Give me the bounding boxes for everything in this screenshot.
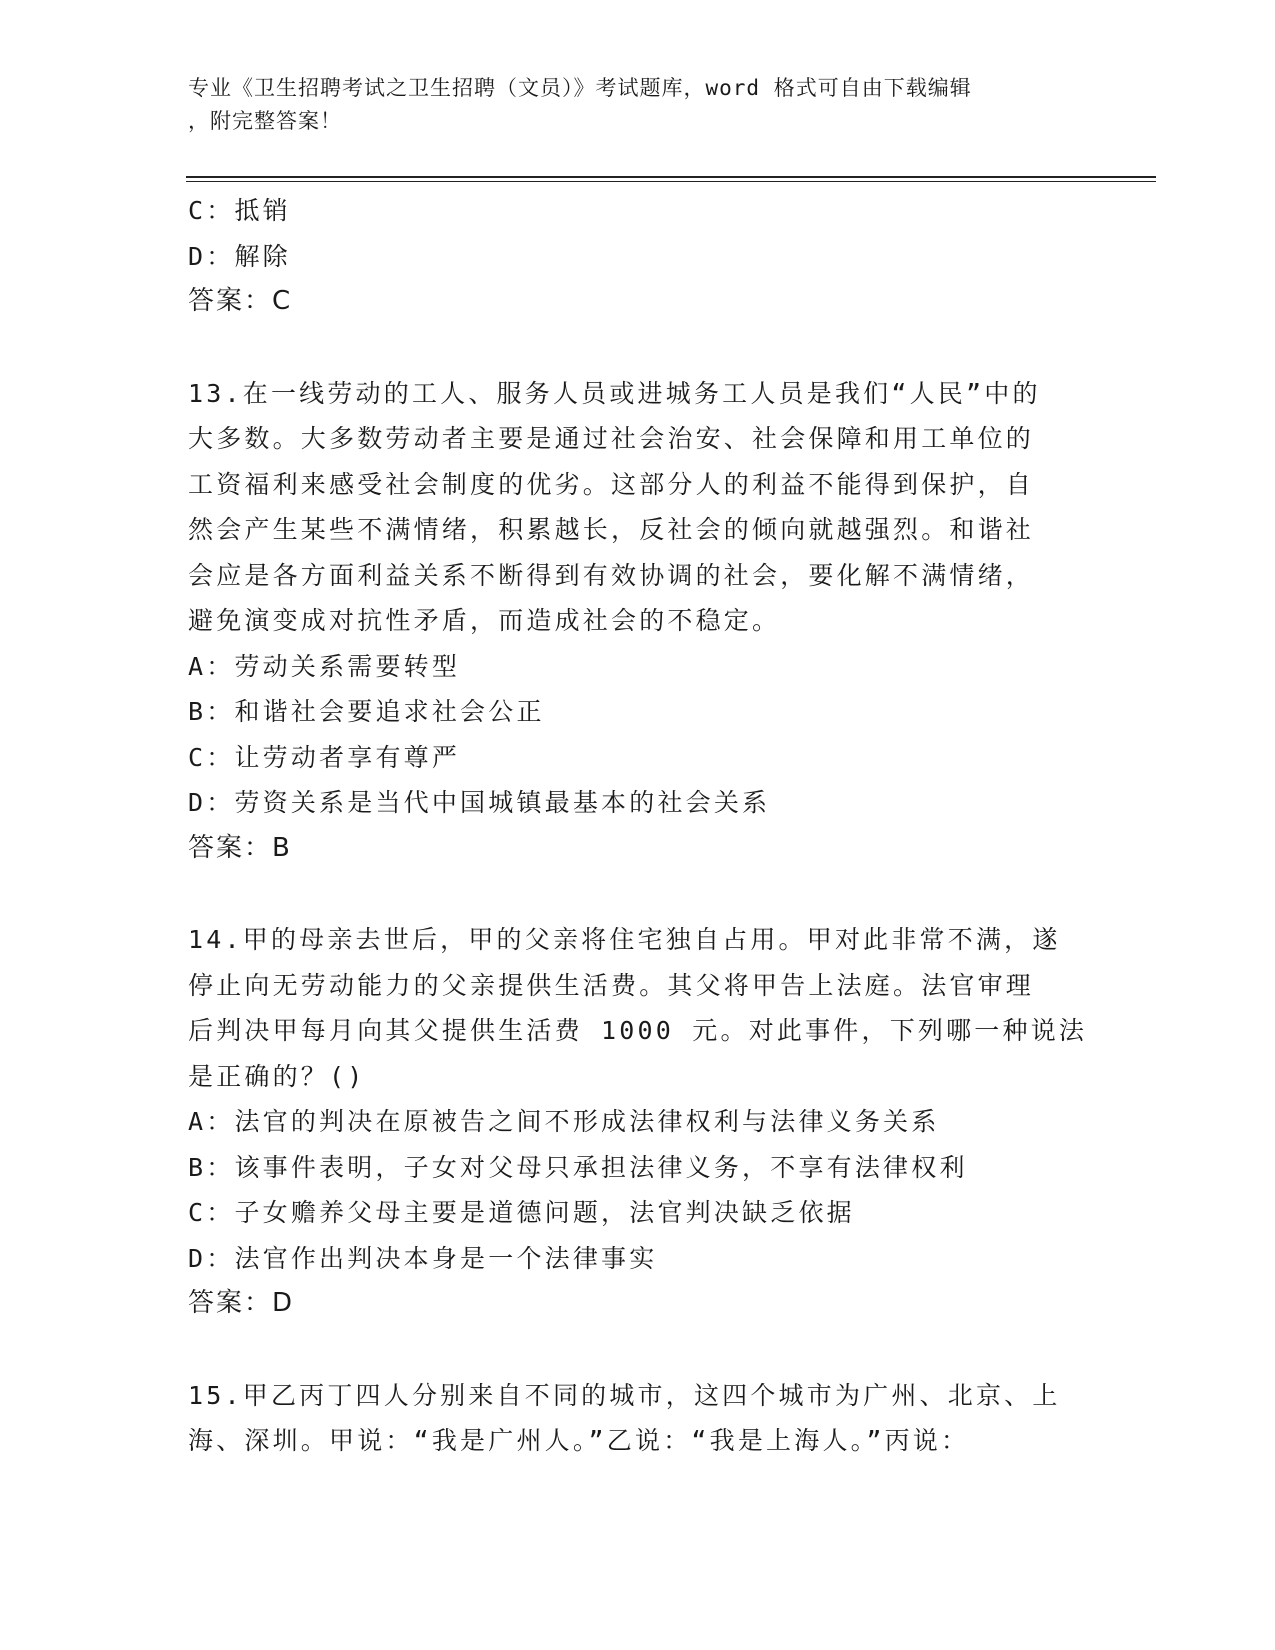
question-stem-line: 大多数。大多数劳动者主要是通过社会治安、社会保障和用工单位的	[188, 424, 1035, 453]
document-header	[188, 72, 1068, 138]
question-13	[188, 371, 1088, 872]
option-b: B：该事件表明，子女对父母只承担法律义务，不享有法律权利	[188, 1152, 968, 1182]
header-rule-thick	[186, 176, 1156, 178]
question-12-tail	[188, 188, 1088, 325]
option-a: A：劳动关系需要转型	[188, 651, 461, 681]
document-body	[188, 188, 1088, 1464]
question-stem-line: 会应是各方面利益关系不断得到有效协调的社会，要化解不满情绪，	[188, 560, 1035, 590]
answer-line: 答案：D	[188, 1288, 295, 1318]
spacer	[188, 871, 1088, 917]
option-c: C：抵销	[188, 196, 291, 225]
answer-line: 答案：B	[188, 832, 292, 863]
question-stem-line: 15.甲乙丙丁四人分别来自不同的城市，这四个城市为广州、北京、上	[188, 1380, 1061, 1410]
option-d: D：劳资关系是当代中国城镇最基本的社会关系	[188, 788, 771, 817]
question-14	[188, 917, 1088, 1327]
question-stem-line: 后判决甲每月向其父提供生活费 1000 元。对此事件，下列哪一种说法	[188, 1016, 1088, 1045]
question-stem-line: 是正确的？()	[188, 1061, 366, 1091]
question-stem-line: 避免演变成对抗性矛盾，而造成社会的不稳定。	[188, 606, 781, 635]
question-stem-line: 工资福利来感受社会制度的优劣。这部分人的利益不能得到保护，自	[188, 469, 1035, 499]
header-line-1: 专业《卫生招聘考试之卫生招聘（文员）》考试题库，word 格式可自由下载编辑	[188, 76, 972, 100]
question-stem-line: 停止向无劳动能力的父亲提供生活费。其父将甲告上法庭。法官审理	[188, 970, 1035, 1000]
question-stem-line: 13.在一线劳动的工人、服务人员或进城务工人员是我们“人民”中的	[188, 378, 1041, 408]
option-d: D：解除	[188, 241, 291, 271]
question-stem-line: 海、深圳。甲说：“我是广州人。”乙说：“我是上海人。”丙说：	[188, 1426, 970, 1455]
option-c: C：子女赡养父母主要是道德问题，法官判决缺乏依据	[188, 1198, 855, 1227]
answer-line: 答案：C	[188, 286, 293, 316]
question-15	[188, 1373, 1088, 1464]
header-line-2: ，附完整答案！	[188, 109, 342, 133]
question-stem-line: 然会产生某些不满情绪，积累越长，反社会的倾向就越强烈。和谐社	[188, 515, 1035, 544]
option-c: C：让劳动者享有尊严	[188, 742, 461, 772]
option-b: B：和谐社会要追求社会公正	[188, 697, 545, 726]
option-d: D：法官作出判决本身是一个法律事实	[188, 1243, 658, 1273]
spacer	[188, 1327, 1088, 1373]
option-a: A：法官的判决在原被告之间不形成法律权利与法律义务关系	[188, 1107, 940, 1136]
spacer	[188, 325, 1088, 371]
header-rule-thin	[186, 181, 1156, 182]
question-stem-line: 14.甲的母亲去世后，甲的父亲将住宅独自占用。甲对此非常不满，遂	[188, 925, 1061, 954]
